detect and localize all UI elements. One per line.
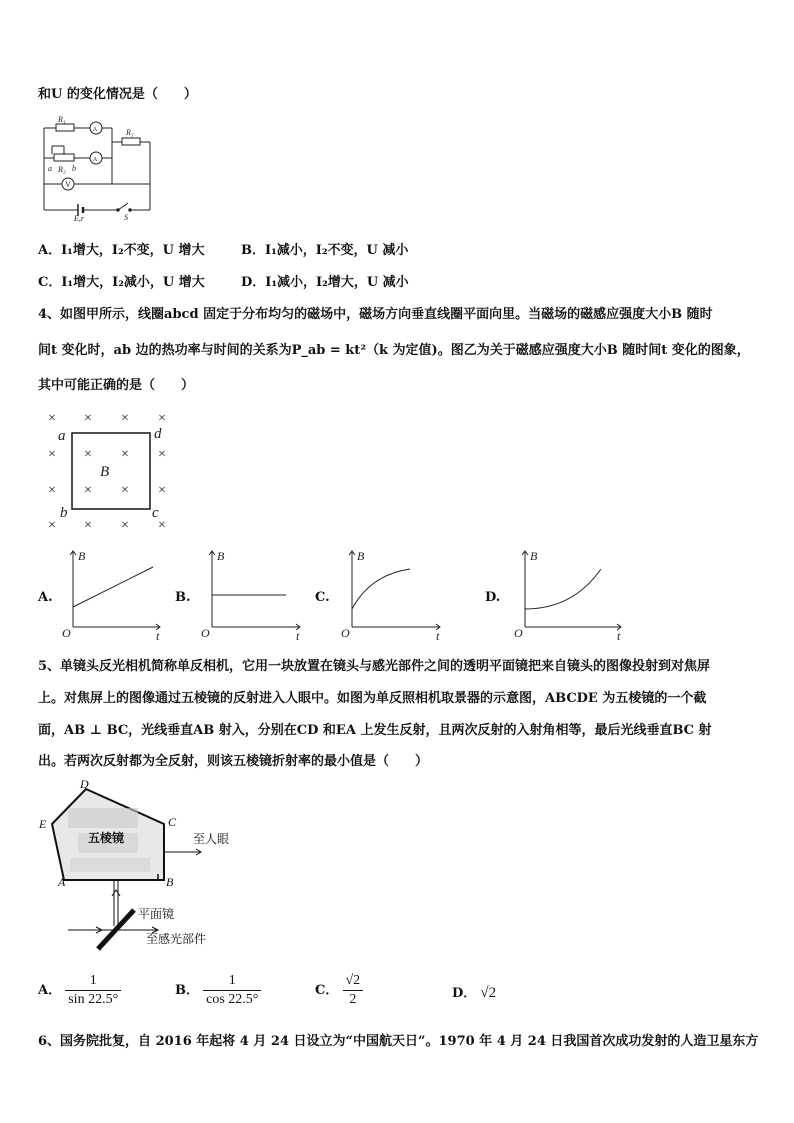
svg-text:t: t (296, 629, 300, 643)
q5-stem-line3: 面，AB ⊥ BC，光线垂直AB 射入，分别在CD 和EA 上发生反射，且两次反射的入射角相等，最后光线垂直BC 射 (38, 723, 712, 738)
q3-option-a: A．I₁增大，I₂不变，U 增大 (38, 243, 205, 258)
svg-text:A: A (92, 157, 98, 163)
q4-graph-c (340, 545, 450, 645)
svg-text:A: A (92, 127, 98, 133)
svg-text:×: × (48, 447, 56, 462)
svg-text:至人眼: 至人眼 (193, 832, 230, 846)
q3-option-b: B．I₁减小，I₂不变，U 减小 (241, 243, 409, 258)
svg-text:×: × (84, 483, 92, 498)
pentaprism-diagram (38, 778, 238, 953)
q5-stem-line2: 上。对焦屏上的图像通过五棱镜的反射进入人眼中。如图为单反照相机取景器的示意图，ABCDE 为五棱镜的一个截 (38, 691, 707, 706)
svg-text:E: E (39, 817, 47, 831)
svg-text:R₁: R₁ (58, 115, 66, 124)
q4-stem-line3: 其中可能正确的是（ ） (38, 378, 195, 393)
q4-stem-line1: 4、如图甲所示，线圈abcd 固定于分布均匀的磁场中，磁场方向垂直线圈平面向里。当磁场的磁感应强度大小B 随时 (38, 307, 713, 322)
svg-text:×: × (84, 518, 92, 533)
q5-option-c: C． $\frac{√2}{2}$ (315, 972, 363, 1009)
svg-text:×: × (121, 447, 129, 462)
svg-text:t: t (617, 629, 621, 643)
svg-text:R₂: R₂ (58, 165, 66, 174)
svg-text:t: t (156, 629, 160, 643)
q5-option-b: B． $\frac{1}{\cos 22.5^\circ}$ (175, 972, 261, 1009)
svg-text:B: B (166, 875, 174, 889)
svg-text:×: × (158, 411, 166, 426)
svg-text:B: B (530, 549, 538, 563)
svg-text:D: D (80, 777, 89, 791)
q4-graph-b-label: B. (175, 590, 191, 605)
svg-text:×: × (121, 483, 129, 498)
q3-option-d: D．I₁减小，I₂增大，U 减小 (241, 275, 409, 290)
svg-text:b: b (72, 164, 76, 173)
svg-text:×: × (84, 447, 92, 462)
svg-text:t: t (436, 629, 440, 643)
svg-text:S: S (124, 213, 128, 222)
svg-text:B: B (357, 549, 365, 563)
q6-stem-line1: 6、国务院批复，自 2016 年起将 4 月 24 日设立为“中国航天日”。1970 年 4 月 24 日我国首次成功发射的人造卫星东方 (38, 1034, 759, 1049)
svg-text:×: × (48, 483, 56, 498)
q4-graph-d (513, 545, 628, 645)
svg-text:×: × (121, 411, 129, 426)
q4-graph-c-label: C. (315, 590, 330, 605)
q4-graph-b (200, 545, 310, 645)
svg-text:E,r: E,r (74, 214, 84, 223)
svg-text:×: × (158, 483, 166, 498)
svg-text:a: a (48, 164, 52, 173)
svg-text:V: V (65, 180, 71, 189)
svg-text:c: c (152, 505, 159, 521)
q5-stem-line1: 5、单镜头反光相机简称单反相机，它用一块放置在镜头与感光部件之间的透明平面镜把来自镜头的图像投射到对焦屏 (38, 659, 711, 674)
svg-text:d: d (154, 426, 162, 442)
q5-stem-line4: 出。若两次反射都为全反射，则该五棱镜折射率的最小值是（ ） (38, 754, 429, 769)
svg-text:O: O (62, 626, 71, 640)
svg-text:b: b (60, 505, 68, 521)
svg-text:O: O (514, 626, 523, 640)
svg-text:R₃: R₃ (126, 128, 134, 137)
svg-text:×: × (121, 518, 129, 533)
svg-text:O: O (341, 626, 350, 640)
q5-option-d: D． √2 (452, 985, 497, 1001)
q4-graph-d-label: D. (485, 590, 501, 605)
q3-stem-tail: 和U 的变化情况是（ ） (38, 87, 197, 102)
q4-stem-line2: 间t 变化时，ab 边的热功率与时间的关系为P_ab = kt²（k 为定值)。图乙为关于磁感应强度大小B 随时间t 变化的图象， (38, 343, 750, 358)
svg-text:×: × (84, 411, 92, 426)
svg-text:五棱镜: 五棱镜 (88, 831, 125, 845)
svg-text:O: O (201, 626, 210, 640)
circuit-diagram (40, 112, 155, 222)
svg-text:B: B (217, 549, 225, 563)
svg-text:a: a (58, 428, 66, 444)
svg-text:×: × (48, 518, 56, 533)
svg-text:×: × (48, 411, 56, 426)
q4-graph-a-label: A. (38, 590, 53, 605)
q3-option-c: C．I₁增大，I₂减小，U 增大 (38, 275, 205, 290)
svg-text:B: B (78, 549, 86, 563)
svg-text:A: A (58, 875, 66, 889)
svg-text:平面镜: 平面镜 (138, 907, 175, 921)
svg-text:C: C (168, 815, 177, 829)
q4-graph-a (60, 545, 170, 645)
coil-field-diagram (40, 405, 175, 535)
svg-text:至感光部件: 至感光部件 (146, 932, 207, 946)
svg-text:×: × (158, 518, 166, 533)
svg-text:×: × (158, 447, 166, 462)
q5-option-a: A． $\frac{1}{\sin 22.5^\circ}$ (38, 972, 121, 1009)
svg-text:B: B (100, 464, 110, 480)
